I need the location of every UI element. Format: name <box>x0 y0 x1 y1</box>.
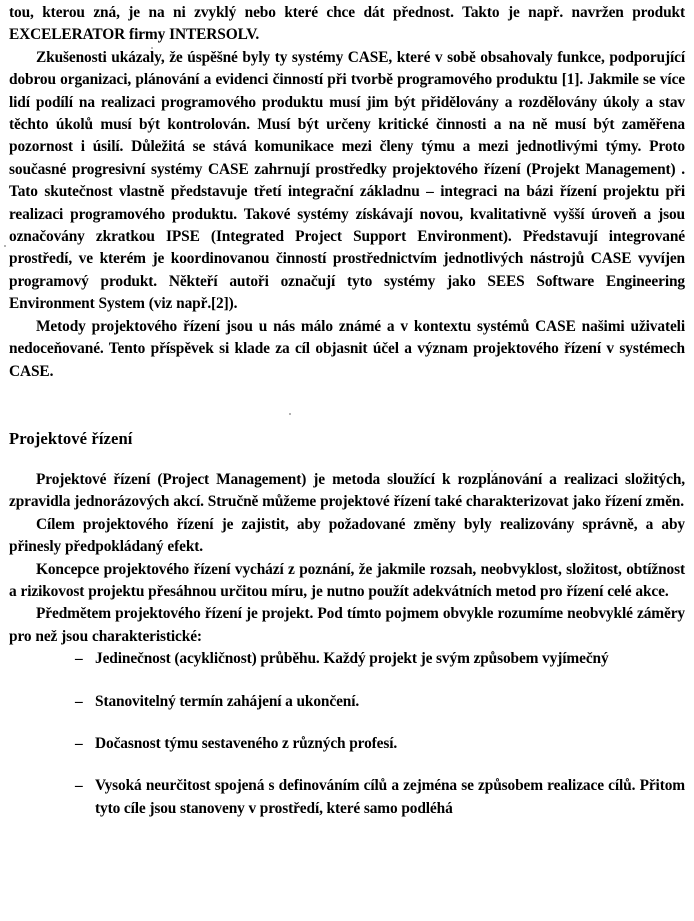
list-item-text: Dočasnost týmu sestaveného z různých profesí. <box>95 734 398 752</box>
list-item <box>9 733 685 755</box>
paragraph-subject: Předmětem projektového řízení je projekt. Pod tímto pojmem obvykle rozumíme neobvyklé záměry pro než jsou charakteristické: <box>9 605 685 645</box>
dash-bullet-icon: – <box>75 692 83 710</box>
dash-bullet-icon: – <box>75 777 83 795</box>
characteristics-list <box>9 648 685 820</box>
list-item-text: Vysoká neurčitost spojená s definováním cílů a zejména se způsobem realizace cílů. Přitom tyto cíle jsou stanoveny v prostředí, které samo podléhá <box>95 777 685 817</box>
paragraph-definition: Projektové řízení (Project Management) je metoda sloužící k rozplánování a realizaci složitých, zpravidla jednorázových akcí. Stručně můžeme projektové řízení také charakterizovat jako řízení změn. <box>9 470 685 511</box>
dash-bullet-icon: – <box>75 734 83 752</box>
list-item-text: Stanovitelný termín zahájení a ukončení. <box>95 692 360 710</box>
section-heading-projektove-rizeni: Projektové řízení <box>9 428 133 448</box>
paragraph-methods-intro: Metody projektového řízení jsou u nás málo známé a v kontextu systémů CASE našimi uživateli nedoceňované. Tento příspěvek si klade za cíl objasnit účel a význam projektového řízení v systémech CASE. <box>9 317 685 380</box>
scan-speck <box>4 245 6 247</box>
paragraph-continuation: tou, kterou zná, je na ni zvyklý nebo které chce dát přednost. Takto je např. navržen produkt EXCELERATOR firmy INTERSOLV. <box>9 4 685 44</box>
paragraph-goal: Cílem projektového řízení je zajistit, aby požadované změny byly realizovány správně, a aby přinesly předpokládaný efekt. <box>9 515 685 556</box>
section-heading-block <box>9 427 685 451</box>
paragraph-case-experience: Zkušenosti ukázaly, že úspěšné byly ty systémy CASE, které v sobě obsahovaly funkce, podporující dobrou organizaci, plánování a evidenci činností při tvorbě programového produktu [1]. Jakmile se více lidí podílí na realizaci programového produktu musí jim být přidělovány a rozdělovány úkoly a stav těchto úkolů musí být kontrolován. Musí být určeny kritické činnosti a na ně musí být zaměřena pozornost i úsilí. Důležitá se stává komunikace mezi členy týmu a mezi jednotlivými týmy. Proto současné progresivní systémy CASE zahrnují prostředky projektového řízení (Projekt Management) . Tato skutečnost vlastně představuje třetí integrační základnu – integraci na bázi řízení projektu při realizaci programového produktu. Takové systémy získávají novou, kvalitativně vyšší úroveň a jsou označovány zkratkou IPSE (Integrated Project Support Environment). Představují integrované prostředí, ve kterém je koordinovanou činností prostřednictvím jednotlivých nástrojů CASE vyvíjen programový produkt. Někteří autoři označují tyto systémy jako SEES Software Engineering Environment System (viz např.[2]). <box>9 48 685 313</box>
list-item-text: Jedinečnost (acykličnost) průběhu. Každý projekt je svým způsobem vyjímečný <box>95 650 609 668</box>
document-text-column <box>9 2 685 820</box>
list-item <box>9 691 685 713</box>
list-item <box>9 775 685 820</box>
list-item <box>9 648 685 670</box>
paragraph-concept: Koncepce projektového řízení vychází z poznání, že jakmile rozsah, neobvyklost, složitost, obtížnost a rizikovost projektu přesáhnou určitou míru, je nutno použít adekvátních metod pro řízení celé akce. <box>9 560 685 600</box>
dash-bullet-icon: – <box>75 650 83 668</box>
